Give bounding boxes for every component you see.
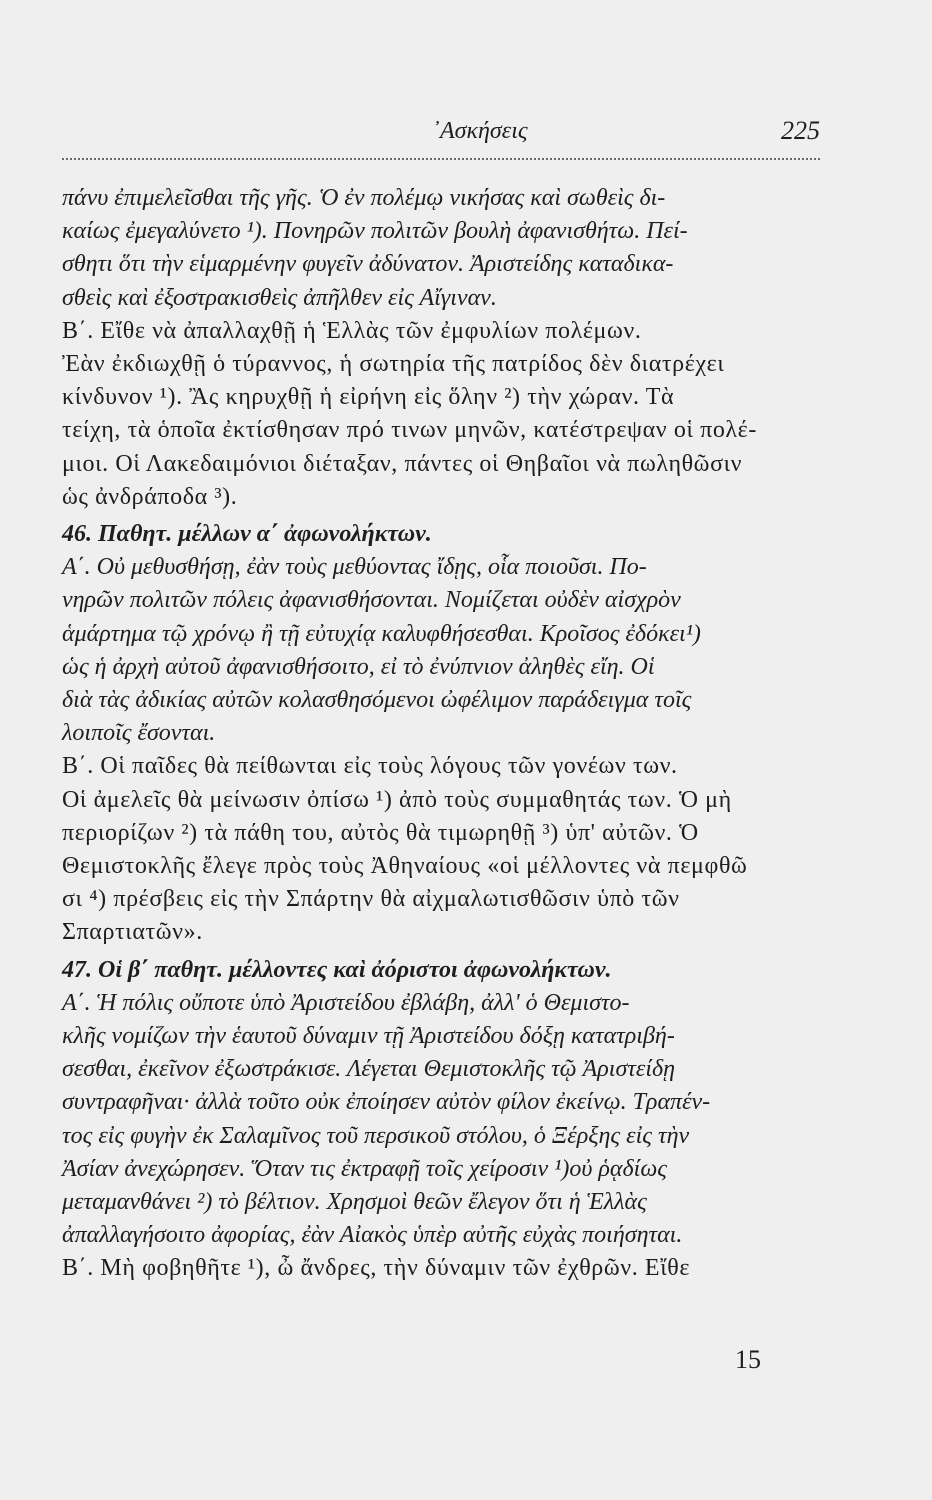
text-line: σεσθαι, ἐκεῖνον ἐξωστράκισε. Λέγεται Θεμιστοκλῆς τῷ Ἀριστείδῃ xyxy=(62,1056,676,1082)
text-line: ὡς ἀνδράποδα ³). xyxy=(62,484,238,510)
text-line: μεταμανθάνει ²) τὸ βέλτιον. Χρησμοὶ θεῶν ἔλεγον ὅτι ἡ Ἑλλὰς xyxy=(62,1189,647,1215)
section-heading: 46. Παθητ. μέλλων α΄ ἀφωνολήκτων. xyxy=(62,521,432,547)
text-line: σθεὶς καὶ ἐξοστρακισθεὶς ἀπῆλθεν εἰς Αἴγιναν. xyxy=(62,285,497,311)
text-line: μιοι. Οἱ Λακεδαιμόνιοι διέταξαν, πάντες οἱ Θηβαῖοι νὰ πωληθῶσιν xyxy=(62,451,743,477)
text-line: Β΄. Μὴ φοβηθῆτε ¹), ὦ ἄνδρες, τὴν δύναμιν τῶν ἐχθρῶν. Εἴθε xyxy=(62,1255,691,1281)
text-line: ὡς ἡ ἀρχὴ αὐτοῦ ἀφανισθήσοιτο, εἰ τὸ ἐνύπνιον ἀληθὲς εἴη. Οἱ xyxy=(62,654,655,680)
text-line: ἁμάρτημα τῷ χρόνῳ ἢ τῇ εὐτυχίᾳ καλυφθήσεσθαι. Κροῖσος ἐδόκει¹) xyxy=(62,621,701,647)
text-line: λοιποῖς ἔσονται. xyxy=(62,720,216,746)
text-line: σθητι ὅτι τὴν εἱμαρμένην φυγεῖν ἀδύνατον. Ἀριστείδης καταδικα- xyxy=(62,251,674,277)
text-line: Θεμιστοκλῆς ἔλεγε πρὸς τοὺς Ἀθηναίους «οἱ μέλλοντες νὰ πεμφθῶ xyxy=(62,853,748,879)
running-title: ᾿Ασκήσεις xyxy=(432,118,528,144)
text-line: διὰ τὰς ἀδικίας αὐτῶν κολασθησόμενοι ὠφέλιμον παράδειγμα τοῖς xyxy=(62,687,692,713)
text-line: Σπαρτιατῶν». xyxy=(62,919,203,945)
page-header xyxy=(62,98,820,160)
text-line: σι ⁴) πρέσβεις εἰς τὴν Σπάρτην θὰ αἰχμαλωτισθῶσιν ὑπὸ τῶν xyxy=(62,886,680,912)
text-line: Α΄. Ἡ πόλις οὔποτε ὑπὸ Ἀριστείδου ἐβλάβη, ἀλλ' ὁ Θεμιστο- xyxy=(62,990,630,1016)
text-line: τείχη, τὰ ὁποῖα ἐκτίσθησαν πρό τινων μηνῶν, κατέστρεψαν οἱ πολέ- xyxy=(62,417,757,443)
text-line: Οἱ ἀμελεῖς θὰ μείνωσιν ὀπίσω ¹) ἀπὸ τοὺς συμμαθητάς των. Ὁ μὴ xyxy=(62,787,732,813)
text-line: Β΄. Εἴθε νὰ ἀπαλλαχθῇ ἡ Ἑλλὰς τῶν ἐμφυλίων πολέμων. xyxy=(62,318,642,344)
text-line: περιορίζων ²) τὰ πάθη του, αὐτὸς θὰ τιμωρηθῇ ³) ὑπ' αὐτῶν. Ὁ xyxy=(62,820,699,846)
text-line: καίως ἐμεγαλύνετο ¹). Πονηρῶν πολιτῶν βουλὴ ἀφανισθήτω. Πεί- xyxy=(62,218,688,244)
text-line: Ἐὰν ἐκδιωχθῇ ὁ τύραννος, ἡ σωτηρία τῆς πατρίδος δὲν διατρέχει xyxy=(62,351,725,377)
text-line: συντραφῆναι· ἀλλὰ τοῦτο οὐκ ἐποίησεν αὐτὸν φίλον ἐκείνῳ. Τραπέν- xyxy=(62,1089,711,1115)
text-line: Β΄. Οἱ παῖδες θὰ πείθωνται εἰς τοὺς λόγους τῶν γονέων των. xyxy=(62,753,678,779)
page-number: 225 xyxy=(781,116,820,145)
text-line: Ἀσίαν ἀνεχώρησεν. Ὅταν τις ἐκτραφῇ τοῖς χείροσιν ¹)οὐ ῥᾳδίως xyxy=(62,1156,668,1182)
section-heading: 47. Οἱ β΄ παθητ. μέλλοντες καὶ ἀόριστοι ἀφωνολήκτων. xyxy=(62,957,612,983)
text-line: κλῆς νομίζων τὴν ἑαυτοῦ δύναμιν τῇ Ἀριστείδου δόξῃ κατατριβή- xyxy=(62,1023,675,1049)
text-line: νηρῶν πολιτῶν πόλεις ἀφανισθήσονται. Νομίζεται οὐδὲν αἰσχρὸν xyxy=(62,587,681,613)
text-line: πάνυ ἐπιμελεῖσθαι τῆς γῆς. Ὁ ἐν πολέμῳ νικήσας καὶ σωθεὶς δι- xyxy=(62,185,666,211)
text-line: ἀπαλλαγήσοιτο ἀφορίας, ἐὰν Αἰακὸς ὑπὲρ αὐτῆς εὐχὰς ποιήσηται. xyxy=(62,1222,683,1248)
text-line: τος εἰς φυγὴν ἐκ Σαλαμῖνος τοῦ περσικοῦ στόλου, ὁ Ξέρξης εἰς τὴν xyxy=(62,1123,690,1149)
text-line: Α΄. Οὐ μεθυσθήσῃ, ἐὰν τοὺς μεθύοντας ἴδῃς, οἷα ποιοῦσι. Πο- xyxy=(62,554,647,580)
signature-mark: 15 xyxy=(735,1345,761,1374)
text-line: κίνδυνον ¹). Ἂς κηρυχθῇ ἡ εἰρήνη εἰς ὅλην ²) τὴν χώραν. Τὰ xyxy=(62,384,675,410)
